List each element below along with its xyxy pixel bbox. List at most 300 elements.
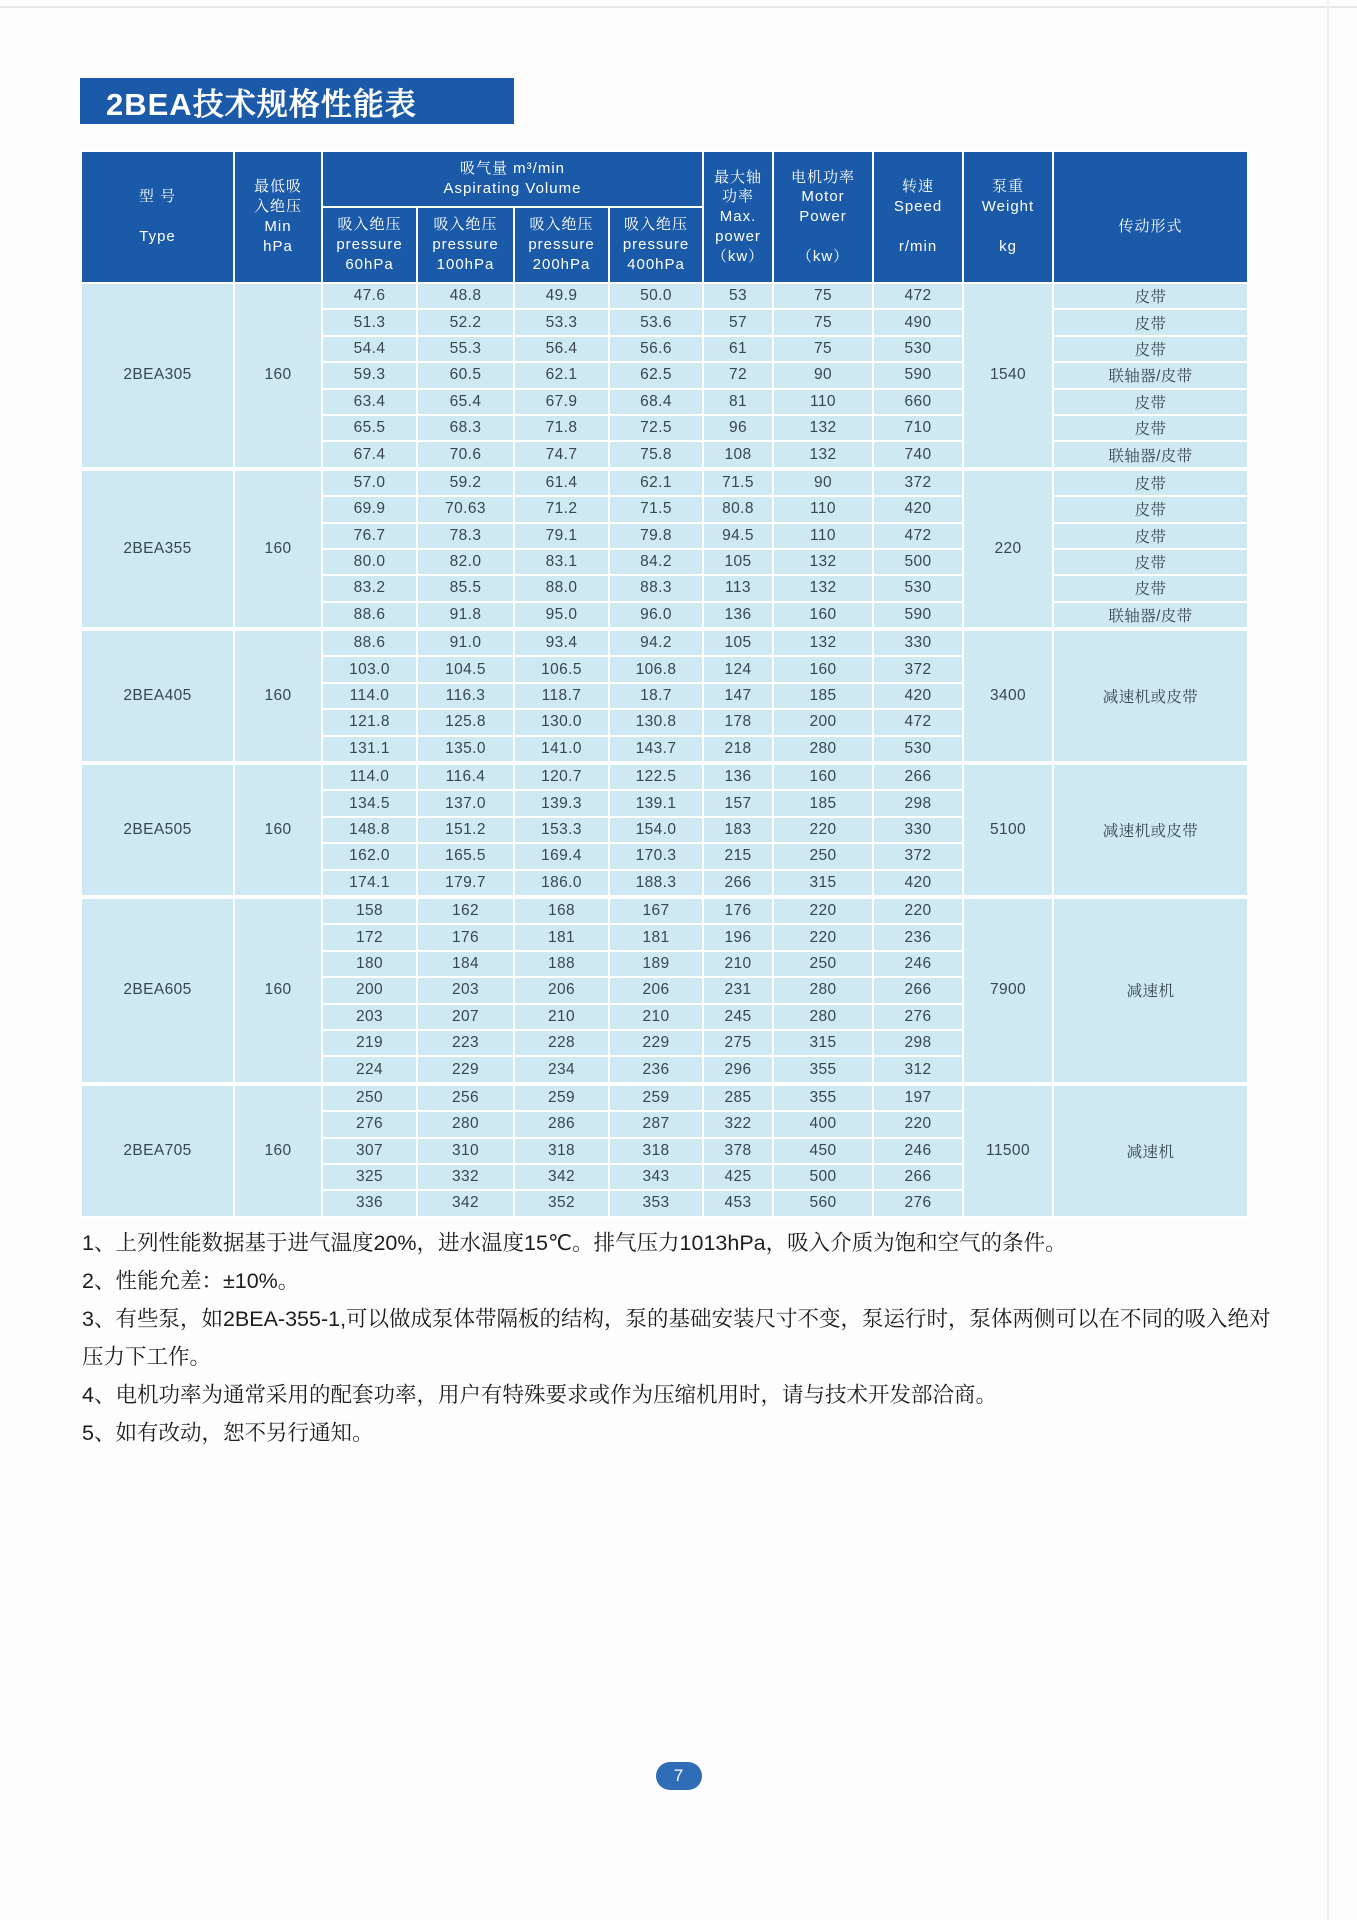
note-1: 1、上列性能数据基于进气温度20%，进水温度15℃。排气压力1013hPa，吸入介质为饱和空气的条件。	[82, 1231, 1067, 1255]
speed-cell: 236	[873, 924, 963, 950]
max-power-cell: 453	[703, 1190, 773, 1216]
transmission-cell: 皮带	[1053, 389, 1248, 415]
p200-cell: 342	[514, 1164, 609, 1190]
speed-cell: 740	[873, 441, 963, 468]
min-pressure-cell: 160	[234, 469, 322, 629]
p100-cell: 256	[417, 1084, 514, 1111]
max-power-cell: 113	[703, 575, 773, 601]
speed-cell: 530	[873, 736, 963, 763]
transmission-cell: 减速机或皮带	[1053, 763, 1248, 897]
speed-cell: 246	[873, 1138, 963, 1164]
p400-cell: 167	[609, 897, 703, 924]
transmission-cell: 联轴器/皮带	[1053, 441, 1248, 468]
max-power-cell: 183	[703, 817, 773, 843]
speed-cell: 420	[873, 870, 963, 897]
p100-cell: 48.8	[417, 283, 514, 309]
p200-cell: 188	[514, 951, 609, 977]
p400-cell: 181	[609, 924, 703, 950]
p60-cell: 57.0	[322, 469, 417, 496]
motor-power-cell: 560	[773, 1190, 873, 1216]
p100-cell: 162	[417, 897, 514, 924]
p400-cell: 62.5	[609, 362, 703, 388]
p60-cell: 250	[322, 1084, 417, 1111]
note-2: 2、性能允差：±10%。	[82, 1269, 300, 1293]
speed-cell: 298	[873, 790, 963, 816]
p400-cell: 318	[609, 1138, 703, 1164]
transmission-cell: 皮带	[1053, 575, 1248, 601]
model-cell: 2BEA605	[81, 897, 234, 1084]
max-power-cell: 105	[703, 629, 773, 656]
p400-cell: 143.7	[609, 736, 703, 763]
min-pressure-cell: 160	[234, 283, 322, 469]
speed-cell: 590	[873, 602, 963, 629]
note-3: 3、有些泵，如2BEA-355-1,可以做成泵体带隔板的结构，泵的基础安装尺寸不变，泵运行时，泵体两侧可以在不同的吸入绝对压力下工作。	[82, 1307, 1271, 1369]
p60-cell: 54.4	[322, 336, 417, 362]
header-max-power: 最大轴 功率 Max. power （kw）	[703, 151, 773, 283]
p200-cell: 67.9	[514, 389, 609, 415]
p200-cell: 141.0	[514, 736, 609, 763]
p100-cell: 310	[417, 1138, 514, 1164]
p200-cell: 181	[514, 924, 609, 950]
p400-cell: 122.5	[609, 763, 703, 790]
p60-cell: 76.7	[322, 523, 417, 549]
p100-cell: 116.4	[417, 763, 514, 790]
p100-cell: 91.8	[417, 602, 514, 629]
p100-cell: 176	[417, 924, 514, 950]
p200-cell: 206	[514, 977, 609, 1003]
p100-cell: 70.6	[417, 441, 514, 468]
p60-cell: 103.0	[322, 656, 417, 682]
p400-cell: 229	[609, 1030, 703, 1056]
p200-cell: 93.4	[514, 629, 609, 656]
max-power-cell: 178	[703, 709, 773, 735]
p400-cell: 94.2	[609, 629, 703, 656]
header-min-pressure: 最低吸 入绝压 Min hPa	[234, 151, 322, 283]
speed-cell: 710	[873, 415, 963, 441]
speed-cell: 312	[873, 1056, 963, 1083]
p400-cell: 62.1	[609, 469, 703, 496]
p200-cell: 71.8	[514, 415, 609, 441]
p60-cell: 203	[322, 1004, 417, 1030]
p60-cell: 67.4	[322, 441, 417, 468]
model-cell: 2BEA705	[81, 1084, 234, 1217]
p400-cell: 72.5	[609, 415, 703, 441]
motor-power-cell: 315	[773, 1030, 873, 1056]
motor-power-cell: 355	[773, 1056, 873, 1083]
p200-cell: 56.4	[514, 336, 609, 362]
max-power-cell: 147	[703, 683, 773, 709]
p100-cell: 116.3	[417, 683, 514, 709]
p60-cell: 307	[322, 1138, 417, 1164]
speed-cell: 246	[873, 951, 963, 977]
weight-cell: 1540	[963, 283, 1053, 469]
motor-power-cell: 132	[773, 549, 873, 575]
max-power-cell: 81	[703, 389, 773, 415]
max-power-cell: 136	[703, 763, 773, 790]
p100-cell: 78.3	[417, 523, 514, 549]
spec-table	[80, 150, 1249, 1218]
p100-cell: 55.3	[417, 336, 514, 362]
speed-cell: 500	[873, 549, 963, 575]
group-2BEA405	[81, 629, 1248, 763]
p60-cell: 69.9	[322, 496, 417, 522]
max-power-cell: 322	[703, 1111, 773, 1137]
motor-power-cell: 132	[773, 441, 873, 468]
p200-cell: 169.4	[514, 843, 609, 869]
p60-cell: 47.6	[322, 283, 417, 309]
p200-cell: 234	[514, 1056, 609, 1083]
p100-cell: 52.2	[417, 309, 514, 335]
p100-cell: 104.5	[417, 656, 514, 682]
p200-cell: 186.0	[514, 870, 609, 897]
p400-cell: 106.8	[609, 656, 703, 682]
motor-power-cell: 220	[773, 897, 873, 924]
p100-cell: 135.0	[417, 736, 514, 763]
speed-cell: 298	[873, 1030, 963, 1056]
scan-artifact-top	[0, 6, 1357, 8]
speed-cell: 530	[873, 575, 963, 601]
speed-cell: 220	[873, 897, 963, 924]
p200-cell: 62.1	[514, 362, 609, 388]
min-pressure-cell: 160	[234, 629, 322, 763]
p400-cell: 96.0	[609, 602, 703, 629]
p200-cell: 53.3	[514, 309, 609, 335]
speed-cell: 276	[873, 1004, 963, 1030]
speed-cell: 330	[873, 817, 963, 843]
p60-cell: 114.0	[322, 683, 417, 709]
p200-cell: 210	[514, 1004, 609, 1030]
speed-cell: 266	[873, 1164, 963, 1190]
model-cell: 2BEA355	[81, 469, 234, 629]
p200-cell: 95.0	[514, 602, 609, 629]
motor-power-cell: 450	[773, 1138, 873, 1164]
max-power-cell: 96	[703, 415, 773, 441]
motor-power-cell: 220	[773, 817, 873, 843]
speed-cell: 660	[873, 389, 963, 415]
transmission-cell: 皮带	[1053, 549, 1248, 575]
p400-cell: 259	[609, 1084, 703, 1111]
p60-cell: 80.0	[322, 549, 417, 575]
speed-cell: 590	[873, 362, 963, 388]
speed-cell: 372	[873, 469, 963, 496]
p60-cell: 134.5	[322, 790, 417, 816]
p60-cell: 162.0	[322, 843, 417, 869]
p60-cell: 219	[322, 1030, 417, 1056]
table-row	[81, 629, 1248, 656]
p200-cell: 118.7	[514, 683, 609, 709]
group-2BEA505	[81, 763, 1248, 897]
p100-cell: 179.7	[417, 870, 514, 897]
p60-cell: 88.6	[322, 602, 417, 629]
motor-power-cell: 250	[773, 951, 873, 977]
p100-cell: 125.8	[417, 709, 514, 735]
max-power-cell: 157	[703, 790, 773, 816]
motor-power-cell: 315	[773, 870, 873, 897]
p400-cell: 68.4	[609, 389, 703, 415]
speed-cell: 472	[873, 709, 963, 735]
motor-power-cell: 90	[773, 469, 873, 496]
header-pressure-200hPa: 吸入绝压 pressure 200hPa	[514, 207, 609, 283]
p400-cell: 287	[609, 1111, 703, 1137]
p200-cell: 153.3	[514, 817, 609, 843]
max-power-cell: 108	[703, 441, 773, 468]
table-row	[81, 469, 1248, 496]
group-2BEA305	[81, 283, 1248, 469]
speed-cell: 372	[873, 656, 963, 682]
p100-cell: 280	[417, 1111, 514, 1137]
p100-cell: 151.2	[417, 817, 514, 843]
p200-cell: 49.9	[514, 283, 609, 309]
p100-cell: 59.2	[417, 469, 514, 496]
notes-section	[82, 1224, 1272, 1452]
min-pressure-cell: 160	[234, 1084, 322, 1217]
p200-cell: 61.4	[514, 469, 609, 496]
p60-cell: 131.1	[322, 736, 417, 763]
p60-cell: 172	[322, 924, 417, 950]
motor-power-cell: 220	[773, 924, 873, 950]
transmission-cell: 减速机	[1053, 1084, 1248, 1217]
max-power-cell: 105	[703, 549, 773, 575]
p400-cell: 56.6	[609, 336, 703, 362]
p60-cell: 200	[322, 977, 417, 1003]
model-cell: 2BEA505	[81, 763, 234, 897]
p200-cell: 120.7	[514, 763, 609, 790]
motor-power-cell: 160	[773, 602, 873, 629]
p60-cell: 180	[322, 951, 417, 977]
group-2BEA355	[81, 469, 1248, 629]
max-power-cell: 80.8	[703, 496, 773, 522]
table-row	[81, 897, 1248, 924]
model-cell: 2BEA305	[81, 283, 234, 469]
transmission-cell: 减速机	[1053, 897, 1248, 1084]
max-power-cell: 196	[703, 924, 773, 950]
p100-cell: 60.5	[417, 362, 514, 388]
p400-cell: 139.1	[609, 790, 703, 816]
speed-cell: 266	[873, 763, 963, 790]
motor-power-cell: 110	[773, 523, 873, 549]
p60-cell: 336	[322, 1190, 417, 1216]
p100-cell: 65.4	[417, 389, 514, 415]
motor-power-cell: 280	[773, 1004, 873, 1030]
max-power-cell: 378	[703, 1138, 773, 1164]
p100-cell: 203	[417, 977, 514, 1003]
max-power-cell: 94.5	[703, 523, 773, 549]
p400-cell: 189	[609, 951, 703, 977]
speed-cell: 530	[873, 336, 963, 362]
p200-cell: 168	[514, 897, 609, 924]
motor-power-cell: 280	[773, 736, 873, 763]
p100-cell: 184	[417, 951, 514, 977]
speed-cell: 420	[873, 496, 963, 522]
p200-cell: 106.5	[514, 656, 609, 682]
transmission-cell: 减速机或皮带	[1053, 629, 1248, 763]
max-power-cell: 61	[703, 336, 773, 362]
table-row	[81, 1084, 1248, 1111]
page-title-text: 2BEA技术规格性能表	[106, 86, 417, 122]
p60-cell: 121.8	[322, 709, 417, 735]
p60-cell: 88.6	[322, 629, 417, 656]
p400-cell: 84.2	[609, 549, 703, 575]
p60-cell: 158	[322, 897, 417, 924]
max-power-cell: 53	[703, 283, 773, 309]
p200-cell: 318	[514, 1138, 609, 1164]
transmission-cell: 皮带	[1053, 496, 1248, 522]
p60-cell: 174.1	[322, 870, 417, 897]
max-power-cell: 218	[703, 736, 773, 763]
transmission-cell: 皮带	[1053, 309, 1248, 335]
p400-cell: 71.5	[609, 496, 703, 522]
motor-power-cell: 280	[773, 977, 873, 1003]
p100-cell: 207	[417, 1004, 514, 1030]
max-power-cell: 425	[703, 1164, 773, 1190]
p60-cell: 276	[322, 1111, 417, 1137]
transmission-cell: 皮带	[1053, 283, 1248, 309]
page-title	[80, 78, 514, 124]
max-power-cell: 215	[703, 843, 773, 869]
p100-cell: 68.3	[417, 415, 514, 441]
p200-cell: 139.3	[514, 790, 609, 816]
speed-cell: 330	[873, 629, 963, 656]
p400-cell: 188.3	[609, 870, 703, 897]
header-pressure-60hPa: 吸入绝压 pressure 60hPa	[322, 207, 417, 283]
transmission-cell: 皮带	[1053, 336, 1248, 362]
p60-cell: 51.3	[322, 309, 417, 335]
max-power-cell: 245	[703, 1004, 773, 1030]
max-power-cell: 296	[703, 1056, 773, 1083]
p100-cell: 137.0	[417, 790, 514, 816]
max-power-cell: 275	[703, 1030, 773, 1056]
speed-cell: 220	[873, 1111, 963, 1137]
max-power-cell: 72	[703, 362, 773, 388]
p60-cell: 59.3	[322, 362, 417, 388]
p200-cell: 130.0	[514, 709, 609, 735]
p100-cell: 229	[417, 1056, 514, 1083]
motor-power-cell: 160	[773, 656, 873, 682]
p100-cell: 165.5	[417, 843, 514, 869]
max-power-cell: 285	[703, 1084, 773, 1111]
p200-cell: 259	[514, 1084, 609, 1111]
p200-cell: 88.0	[514, 575, 609, 601]
header-motor-power: 电机功率 Motor Power （kw）	[773, 151, 873, 283]
p200-cell: 79.1	[514, 523, 609, 549]
table-row	[81, 763, 1248, 790]
p400-cell: 53.6	[609, 309, 703, 335]
p200-cell: 352	[514, 1190, 609, 1216]
p200-cell: 83.1	[514, 549, 609, 575]
speed-cell: 420	[873, 683, 963, 709]
header-transmission: 传动形式	[1053, 151, 1248, 283]
p400-cell: 206	[609, 977, 703, 1003]
motor-power-cell: 75	[773, 336, 873, 362]
p60-cell: 63.4	[322, 389, 417, 415]
weight-cell: 3400	[963, 629, 1053, 763]
p60-cell: 148.8	[322, 817, 417, 843]
motor-power-cell: 160	[773, 763, 873, 790]
max-power-cell: 176	[703, 897, 773, 924]
p200-cell: 71.2	[514, 496, 609, 522]
p100-cell: 91.0	[417, 629, 514, 656]
p400-cell: 353	[609, 1190, 703, 1216]
page-number: 7	[673, 1766, 684, 1785]
motor-power-cell: 400	[773, 1111, 873, 1137]
p400-cell: 130.8	[609, 709, 703, 735]
speed-cell: 197	[873, 1084, 963, 1111]
max-power-cell: 231	[703, 977, 773, 1003]
weight-cell: 11500	[963, 1084, 1053, 1217]
motor-power-cell: 110	[773, 496, 873, 522]
motor-power-cell: 132	[773, 415, 873, 441]
group-2BEA605	[81, 897, 1248, 1084]
note-5: 5、如有改动，恕不另行通知。	[82, 1421, 374, 1445]
p400-cell: 236	[609, 1056, 703, 1083]
max-power-cell: 124	[703, 656, 773, 682]
header-aspirating-volume: 吸气量 m³/min Aspirating Volume	[322, 151, 703, 207]
transmission-cell: 皮带	[1053, 523, 1248, 549]
page-number-badge	[656, 1762, 702, 1790]
p60-cell: 114.0	[322, 763, 417, 790]
model-cell: 2BEA405	[81, 629, 234, 763]
p60-cell: 224	[322, 1056, 417, 1083]
table-row	[81, 283, 1248, 309]
transmission-cell: 皮带	[1053, 415, 1248, 441]
motor-power-cell: 110	[773, 389, 873, 415]
p200-cell: 228	[514, 1030, 609, 1056]
weight-cell: 7900	[963, 897, 1053, 1084]
p400-cell: 18.7	[609, 683, 703, 709]
max-power-cell: 136	[703, 602, 773, 629]
speed-cell: 266	[873, 977, 963, 1003]
motor-power-cell: 250	[773, 843, 873, 869]
max-power-cell: 57	[703, 309, 773, 335]
scan-artifact-right	[1327, 0, 1329, 1920]
motor-power-cell: 75	[773, 309, 873, 335]
p400-cell: 343	[609, 1164, 703, 1190]
speed-cell: 372	[873, 843, 963, 869]
p100-cell: 70.63	[417, 496, 514, 522]
header-type: 型 号 Type	[81, 151, 234, 283]
header-pressure-100hPa: 吸入绝压 pressure 100hPa	[417, 207, 514, 283]
p400-cell: 79.8	[609, 523, 703, 549]
p400-cell: 88.3	[609, 575, 703, 601]
speed-cell: 490	[873, 309, 963, 335]
motor-power-cell: 500	[773, 1164, 873, 1190]
motor-power-cell: 185	[773, 790, 873, 816]
p60-cell: 65.5	[322, 415, 417, 441]
note-4: 4、电机功率为通常采用的配套功率，用户有特殊要求或作为压缩机用时，请与技术开发部洽商。	[82, 1383, 997, 1407]
speed-cell: 472	[873, 283, 963, 309]
p60-cell: 83.2	[322, 575, 417, 601]
transmission-cell: 皮带	[1053, 469, 1248, 496]
header-pressure-400hPa: 吸入绝压 pressure 400hPa	[609, 207, 703, 283]
p100-cell: 342	[417, 1190, 514, 1216]
weight-cell: 220	[963, 469, 1053, 629]
header-speed: 转速 Speed r/min	[873, 151, 963, 283]
p400-cell: 210	[609, 1004, 703, 1030]
header-weight: 泵重 Weight kg	[963, 151, 1053, 283]
transmission-cell: 联轴器/皮带	[1053, 602, 1248, 629]
p400-cell: 75.8	[609, 441, 703, 468]
motor-power-cell: 132	[773, 575, 873, 601]
p100-cell: 85.5	[417, 575, 514, 601]
p400-cell: 50.0	[609, 283, 703, 309]
transmission-cell: 联轴器/皮带	[1053, 362, 1248, 388]
min-pressure-cell: 160	[234, 763, 322, 897]
motor-power-cell: 355	[773, 1084, 873, 1111]
p400-cell: 154.0	[609, 817, 703, 843]
p100-cell: 223	[417, 1030, 514, 1056]
motor-power-cell: 200	[773, 709, 873, 735]
p60-cell: 325	[322, 1164, 417, 1190]
